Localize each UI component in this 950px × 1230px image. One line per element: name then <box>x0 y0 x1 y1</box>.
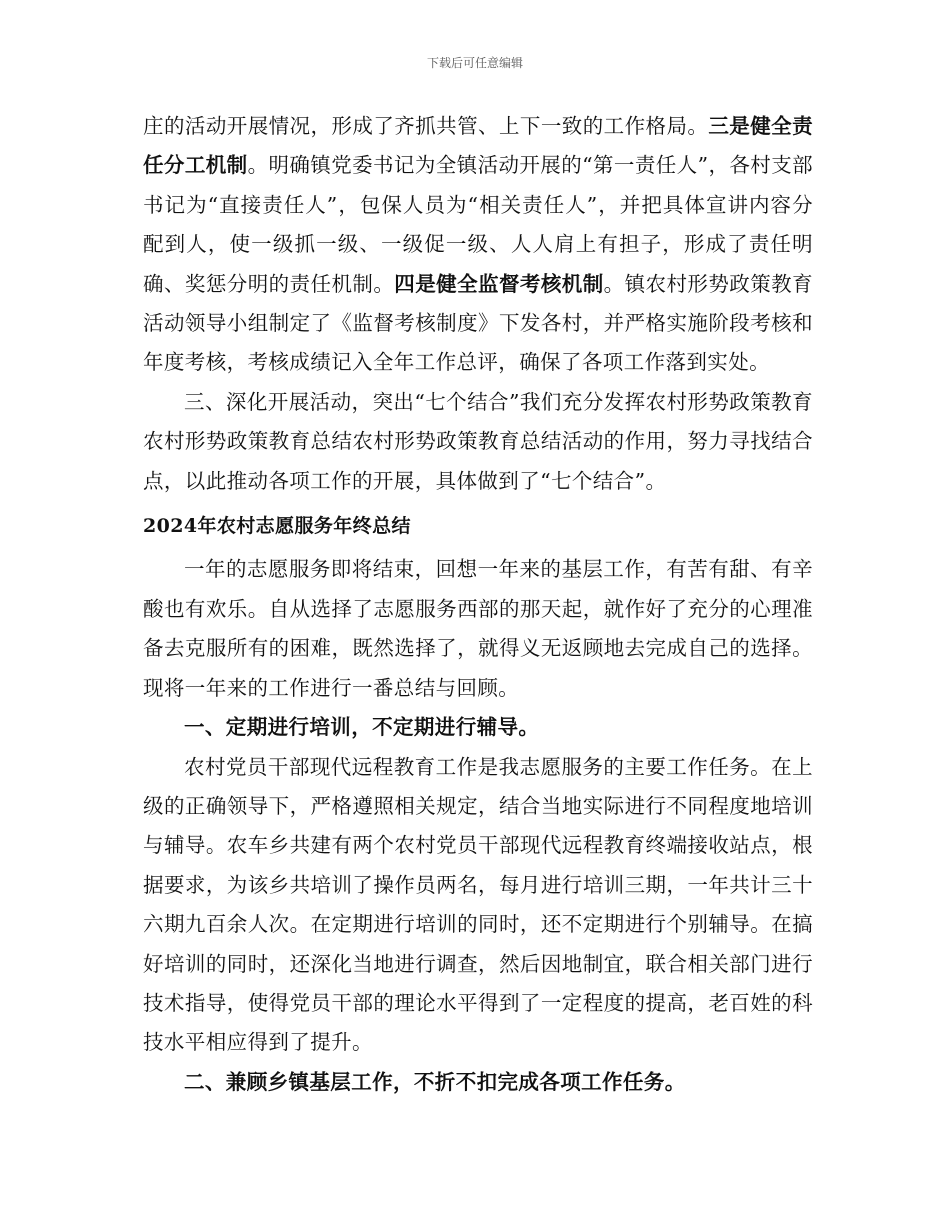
paragraph-intro: 一年的志愿服务即将结束，回想一年来的基层工作，有苦有甜、有辛酸也有欢乐。自从选择了志愿服务西部的那天起，就作好了充分的心理准备去克服所有的困难，既然选择了，就得义无返顾地去完成自己的选择。现将一年来的工作进行一番总结与回顾。 <box>143 557 813 700</box>
text-run: 。镇农村形势政策教育活动领导小组制定了《监督考核制度》下发各村，并严格实施阶段考核和年度考核，考核成绩记入全年工作总评，确保了各项工作落到实处。 <box>143 271 814 375</box>
page-header: 下载后可任意编辑 <box>426 56 523 70</box>
section-heading-1: 一、定期进行培训，不定期进行辅导。 <box>184 715 540 740</box>
bold-run: 四是健全监督考核机制 <box>394 271 604 296</box>
paragraph-seven-combinations: 三、深化开展活动，突出“七个结合”我们充分发挥农村形势政策教育农村形势政策教育总结农村形势政策教育总结活动的作用，努力寻找结合点，以此推动各项工作的开展，具体做到了“七个结合”。 <box>143 389 813 493</box>
paragraph-training: 农村党员干部现代远程教育工作是我志愿服务的主要工作任务。在上级的正确领导下，严格遵照相关规定，结合当地实际进行不同程度地培训与辅导。农车乡共建有两个农村党员干部现代远程教育终端接收站点，根据要求，为该乡共培训了操作员两名，每月进行培训三期，一年共计三十六期九百余人次。在定期进行培训的同时，还不定期进行个别辅导。在搞好培训的同时，还深化当地进行调查，然后因地制宜，联合相关部门进行技术指导，使得党员干部的理论水平得到了一定程度的提高，老百姓的科技水平相应得到了提升。 <box>143 754 813 1055</box>
document-body <box>143 107 813 1102</box>
section-heading-2: 二、兼顾乡镇基层工作，不折不扣完成各项工作任务。 <box>184 1069 686 1094</box>
text-run: 庄的活动开展情况，形成了齐抓共管、上下一致的工作格局。 <box>143 114 709 138</box>
text-run: 。明确镇党委书记为全镇活动开展的“第一责任人”，各村支部书记为“直接责任人”，包保人员为“相关责任人”，并把具体宣讲内容分配到人，使一级抓一级、一级促一级、人人肩上有担子，形成了责任明确、奖惩分明的责任机制。 <box>143 153 813 296</box>
paragraph-responsibility <box>143 107 813 383</box>
bold-run: 三是健全责任分工机制 <box>143 114 813 178</box>
document-title: 2024年农村志愿服务年终总结 <box>143 515 411 538</box>
